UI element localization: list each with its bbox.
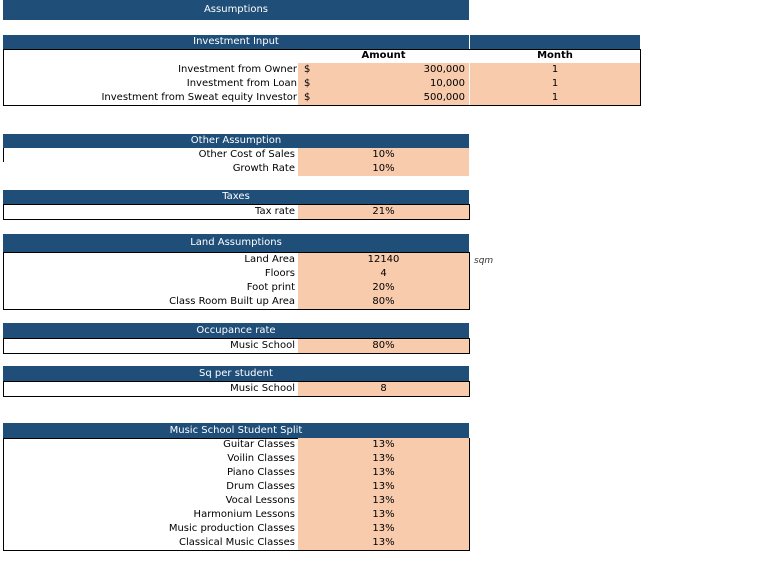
taxes-header: Taxes [3, 190, 469, 204]
amount-value: 10,000 [430, 78, 465, 89]
split-value-cell[interactable]: 13% [298, 494, 469, 508]
land-row-label: Floors [264, 268, 295, 279]
currency-symbol: $ [304, 78, 311, 89]
split-row-label: Music production Classes [168, 523, 295, 534]
occupance-row-label: Music School [230, 340, 295, 351]
other-assumption-header: Other Assumption [3, 134, 469, 148]
tax-rate-cell[interactable]: 21% [298, 205, 469, 219]
investment-row-label: Investment from Loan [186, 78, 297, 89]
investment-row-label: Investment from Sweat equity Investor [101, 92, 297, 103]
split-value-cell[interactable]: 13% [298, 466, 469, 480]
page-title: Assumptions [3, 0, 469, 20]
split-value-cell[interactable]: 13% [298, 438, 469, 452]
land-area-unit: sqm [474, 256, 494, 266]
land-value-cell[interactable]: 20% [298, 281, 469, 295]
split-value-cell[interactable]: 13% [298, 522, 469, 536]
occupance-value-cell[interactable]: 80% [298, 339, 469, 353]
amount-value: 300,000 [423, 64, 465, 75]
month-column-header: Month [537, 50, 573, 61]
split-row-label: Piano Classes [226, 467, 295, 478]
investment-amount-cell[interactable] [298, 63, 469, 77]
split-row-label: Guitar Classes [223, 439, 295, 450]
split-value-cell[interactable]: 13% [298, 480, 469, 494]
investment-amount-cell[interactable] [298, 77, 469, 91]
investment-input-header-extension [470, 35, 640, 49]
occupance-rate-header: Occupance rate [3, 323, 469, 338]
other-assumption-left-border [3, 148, 4, 162]
land-row-label: Land Area [244, 254, 295, 265]
split-row-label: Voilin Classes [227, 453, 295, 464]
student-split-header: Music School Student Split [3, 423, 469, 438]
amount-column-header: Amount [361, 50, 406, 61]
split-row-label: Classical Music Classes [179, 537, 295, 548]
investment-month-cell[interactable]: 1 [470, 77, 640, 91]
sq-per-student-header: Sq per student [3, 366, 469, 381]
split-value-cell[interactable]: 13% [298, 536, 469, 550]
sq-per-student-value-cell[interactable]: 8 [298, 382, 469, 396]
land-assumptions-header: Land Assumptions [3, 234, 469, 252]
investment-input-header: Investment Input [3, 35, 469, 49]
sq-per-student-row-label: Music School [230, 383, 295, 394]
split-row-label: Harmonium Lessons [193, 509, 295, 520]
other-row-label: Growth Rate [232, 163, 295, 174]
other-value-cell[interactable]: 10% [298, 162, 469, 176]
investment-month-cell[interactable]: 1 [470, 63, 640, 77]
investment-month-cell[interactable]: 1 [470, 91, 640, 105]
currency-symbol: $ [304, 92, 311, 103]
land-row-label: Foot print [246, 282, 295, 293]
split-row-label: Vocal Lessons [225, 495, 295, 506]
split-row-label: Drum Classes [226, 481, 295, 492]
land-value-cell[interactable]: 80% [298, 295, 469, 309]
investment-row-label: Investment from Owner [178, 64, 297, 75]
other-value-cell[interactable]: 10% [298, 148, 469, 162]
land-value-cell[interactable]: 4 [298, 267, 469, 281]
investment-amount-cell[interactable] [298, 91, 469, 105]
taxes-row-label: Tax rate [255, 206, 295, 217]
land-value-cell[interactable]: 12140 [298, 253, 469, 267]
split-value-cell[interactable]: 13% [298, 452, 469, 466]
currency-symbol: $ [304, 64, 311, 75]
land-row-label: Class Room Built up Area [169, 296, 295, 307]
other-row-label: Other Cost of Sales [198, 149, 295, 160]
split-value-cell[interactable]: 13% [298, 508, 469, 522]
amount-value: 500,000 [423, 92, 465, 103]
